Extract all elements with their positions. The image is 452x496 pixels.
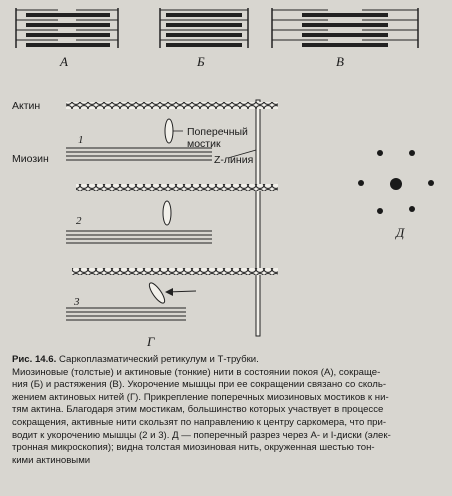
cross-bridge-1	[165, 119, 173, 143]
caption-title: Рис. 14.6.	[12, 354, 57, 365]
myosin-filament-3	[66, 308, 186, 320]
caption-heading	[12, 354, 442, 367]
caption-line: ния (Б) и растяжения (В). Укорочение мышцы при ее сокращении связано со сколь-	[12, 379, 387, 391]
cross-bridge-3	[147, 281, 167, 305]
panel-a-label: А	[60, 54, 68, 69]
panel-g-label: Г	[147, 334, 155, 349]
caption-line: водит к укорочению мышцы (2 и 3). Д — поперечный разрез через А- и I-диски (элек-	[12, 429, 391, 441]
figure-caption	[12, 354, 442, 467]
cross-bridge-label-line1: Поперечный	[187, 126, 248, 138]
caption-line: кими актиновыми	[12, 454, 91, 466]
z-line-label: Z-линия	[214, 154, 254, 166]
myosin-filament-dot	[390, 178, 402, 190]
panel-d-label: Д	[396, 225, 405, 240]
row-number-2: 2	[76, 215, 82, 227]
actin-filament-dot	[358, 180, 364, 186]
caption-title-rest: Саркоплазматический ретикулум и Т-трубки.	[56, 354, 259, 365]
panel-d-cross-section	[358, 150, 434, 214]
caption-line: тям актина. Благодаря этим мостикам, большинство которых участвует в процессе	[12, 404, 384, 416]
actin-filament-dot	[409, 206, 415, 212]
caption-line: жением актиновых нитей (Г). Прикрепление поперечных миозиновых мостиков к ни-	[12, 391, 389, 403]
cross-bridge-label-line2: мостик	[187, 138, 221, 150]
myosin-label: Миозин	[12, 153, 49, 165]
actin-filament-3	[72, 268, 278, 275]
panel-v-label: В	[336, 54, 344, 69]
panel-v-diagram	[272, 8, 418, 48]
actin-filament-dot	[377, 150, 383, 156]
caption-line: Миозиновые (толстые) и актиновые (тонкие) нити в состоянии покоя (А), сокраще-	[12, 366, 381, 378]
caption-line: тронная микроскопия); видна толстая миозиновая нить, окруженная шестью тон-	[12, 442, 375, 454]
actin-filament-dot	[428, 180, 434, 186]
actin-filament-dot	[377, 208, 383, 214]
caption-line: сокращения, активные нити скользят по направлению к центру саркомера, что при-	[12, 416, 387, 428]
panel-b-label: Б	[197, 54, 205, 69]
actin-filament-dot	[409, 150, 415, 156]
actin-filament-1	[66, 102, 278, 109]
actin-filament-2	[76, 184, 278, 191]
cross-bridge-2	[163, 201, 171, 225]
panel-b-diagram	[160, 8, 248, 48]
row-number-3: 3	[74, 296, 80, 308]
arrow-icon	[165, 288, 196, 296]
actin-label: Актин	[12, 100, 41, 112]
panel-a-diagram	[16, 8, 118, 48]
row-number-1: 1	[78, 134, 84, 146]
myosin-filament-2	[66, 231, 212, 243]
